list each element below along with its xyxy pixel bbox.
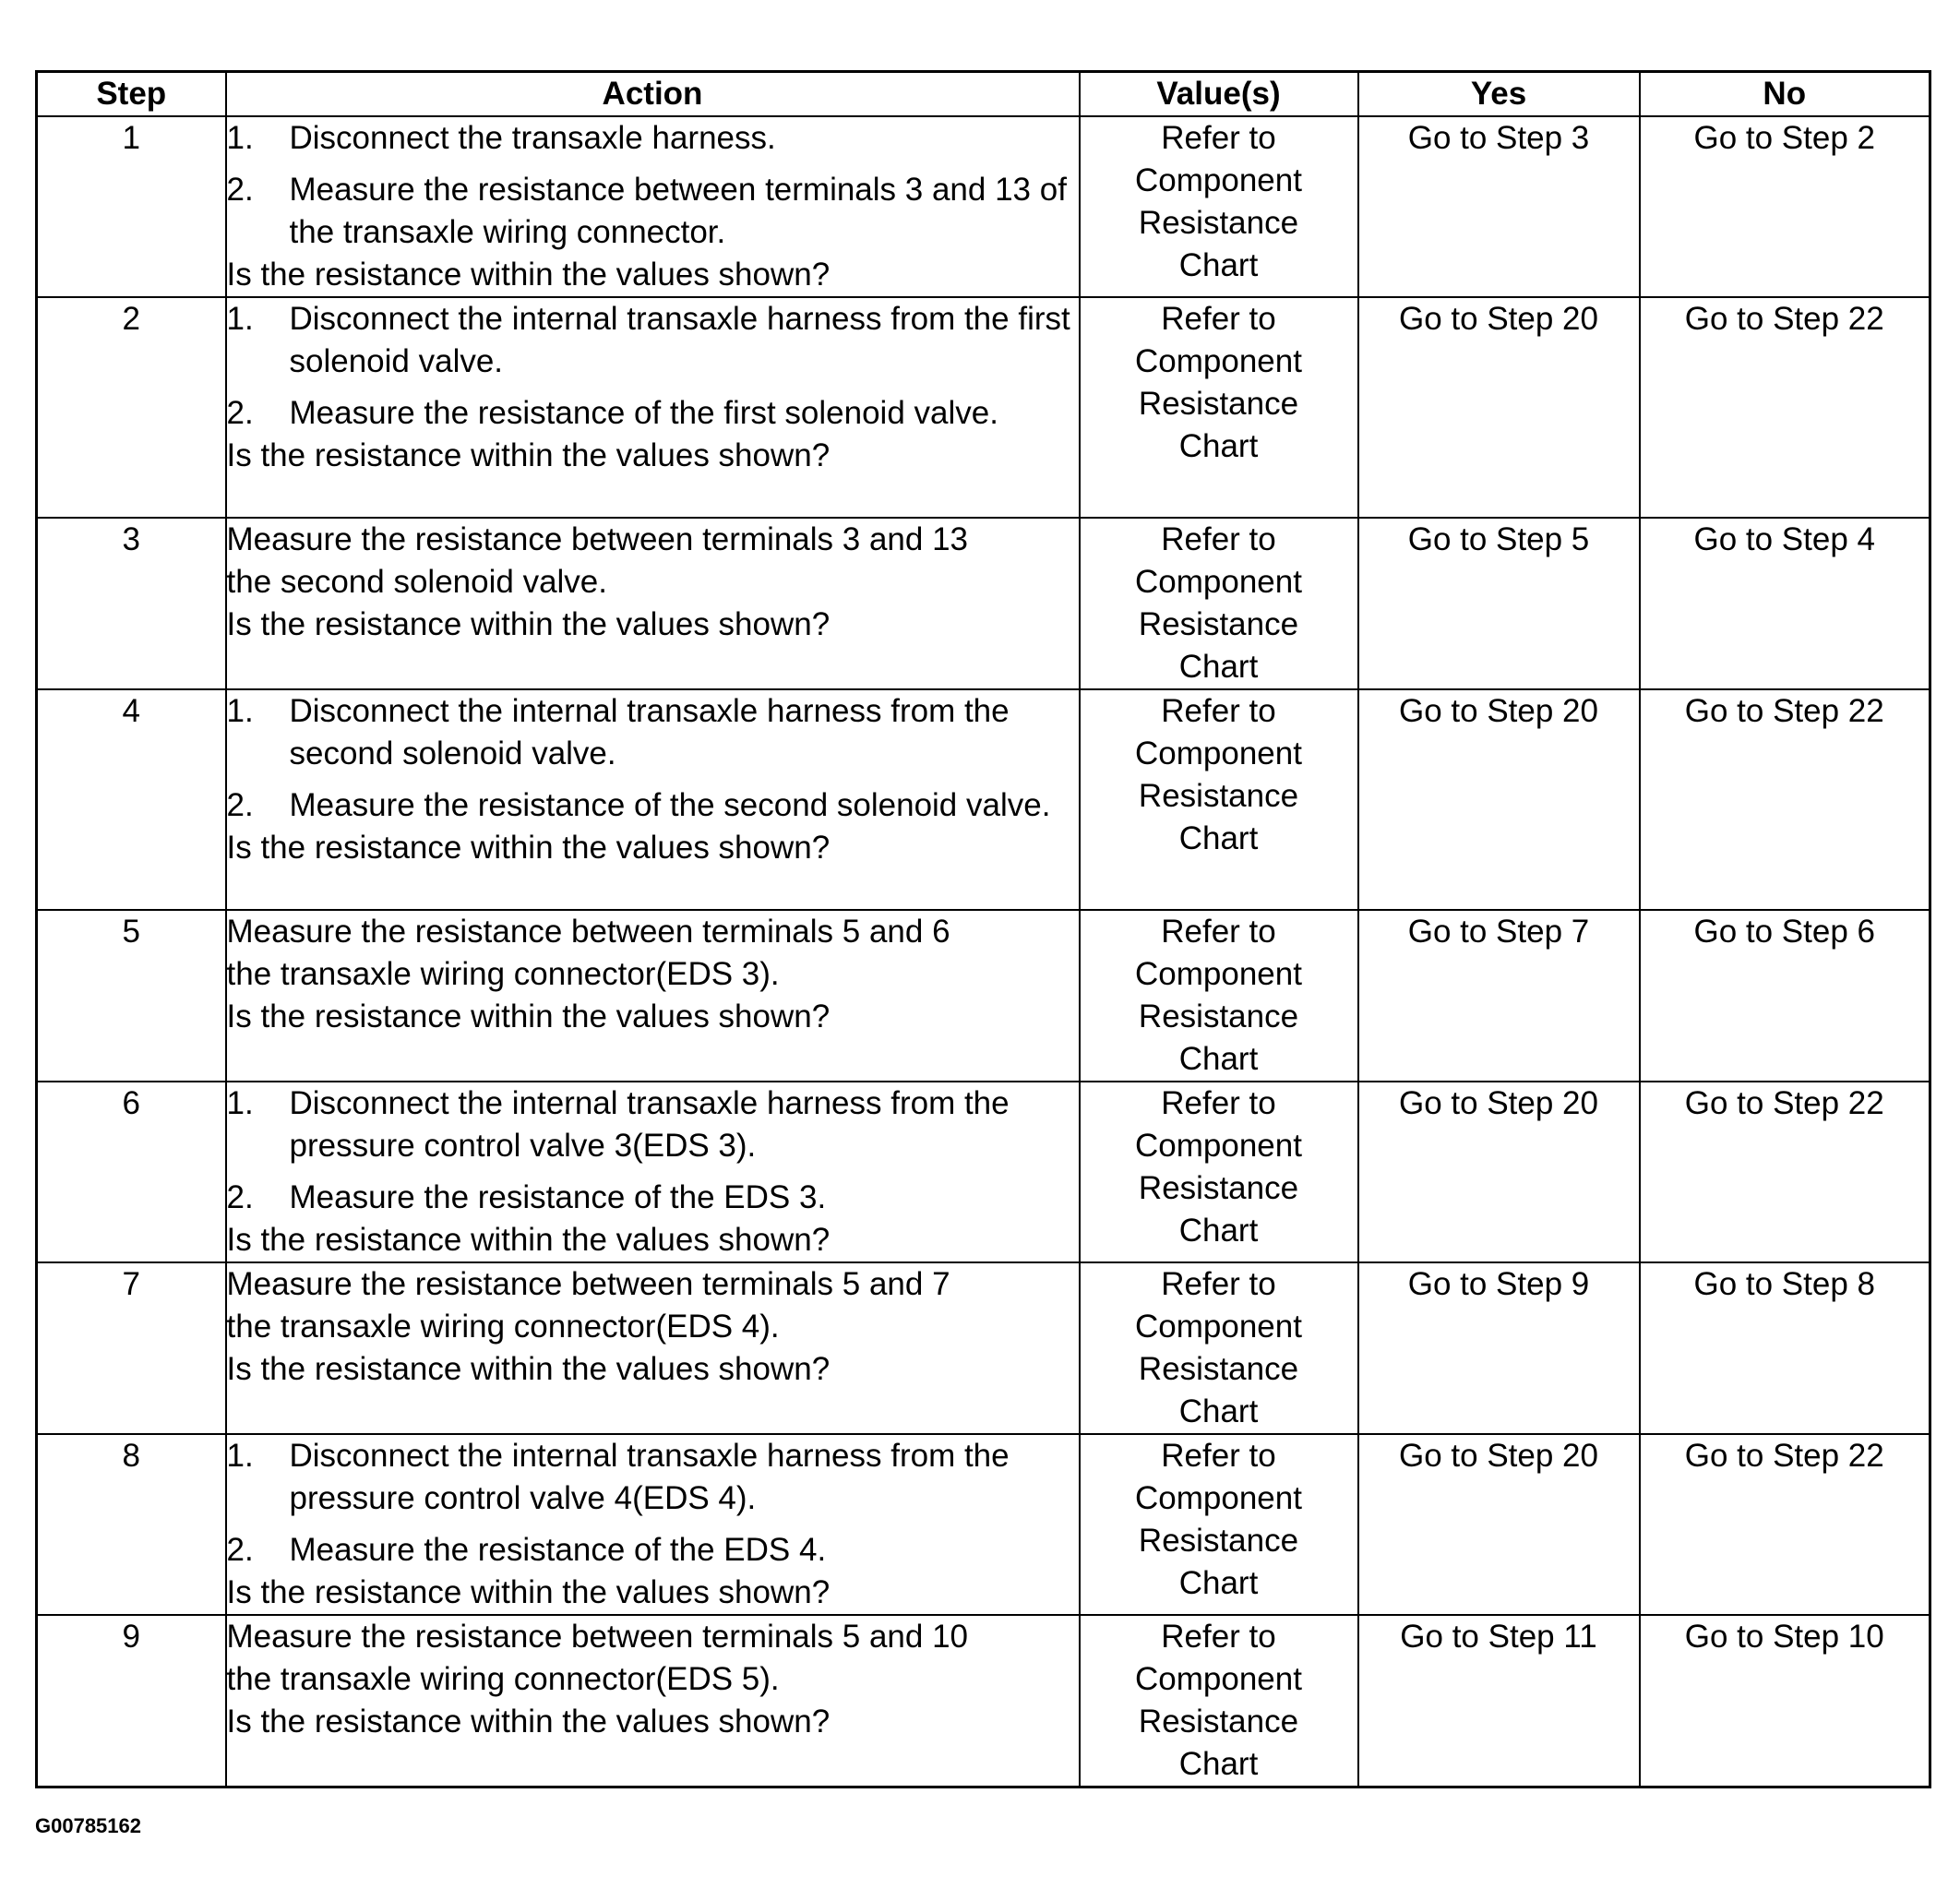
action-item-text: Measure the resistance of the EDS 3. (289, 1179, 827, 1215)
action-cell (226, 297, 1080, 518)
header-yes: Yes (1358, 72, 1640, 117)
action-item-number: 2. (226, 395, 254, 431)
action-item (227, 169, 1079, 254)
step-number: 8 (37, 1434, 226, 1615)
action-cell (226, 1082, 1080, 1262)
values-cell: Refer to Component Resistance Chart (1080, 910, 1358, 1082)
action-cell (226, 1615, 1080, 1787)
no-cell: Go to Step 8 (1640, 1262, 1930, 1434)
action-cell (226, 518, 1080, 689)
step-number: 2 (37, 297, 226, 518)
action-line: the transaxle wiring connector(EDS 4). (226, 1309, 780, 1345)
figure-code: G00785162 (35, 1814, 141, 1837)
action-line: the transaxle wiring connector(EDS 5). (226, 1661, 780, 1697)
table-row (37, 297, 1930, 518)
yes-cell: Go to Step 20 (1358, 297, 1640, 518)
action-line: Measure the resistance between terminals 5 and 7 (226, 1266, 950, 1302)
action-item-number: 2. (226, 172, 254, 208)
yes-cell: Go to Step 3 (1358, 116, 1640, 297)
action-item-text: Disconnect the internal transaxle harness from the second solenoid valve. (289, 693, 1010, 771)
action-item-number: 1. (226, 693, 254, 729)
action-item-number: 2. (226, 787, 254, 823)
yes-cell: Go to Step 20 (1358, 1082, 1640, 1262)
action-item-number: 1. (226, 120, 254, 156)
action-question: Is the resistance within the values shown? (226, 1574, 831, 1610)
action-item (227, 1082, 1079, 1167)
action-item (227, 1435, 1079, 1520)
no-cell: Go to Step 4 (1640, 518, 1930, 689)
no-cell: Go to Step 22 (1640, 1434, 1930, 1615)
table-row (37, 116, 1930, 297)
action-line: the transaxle wiring connector(EDS 3). (226, 956, 780, 992)
table-row (37, 1262, 1930, 1434)
step-number: 7 (37, 1262, 226, 1434)
action-item-text: Disconnect the internal transaxle harness from the pressure control valve 3(EDS 3). (289, 1085, 1010, 1164)
header-values: Value(s) (1080, 72, 1358, 117)
no-cell: Go to Step 6 (1640, 910, 1930, 1082)
yes-cell: Go to Step 9 (1358, 1262, 1640, 1434)
values-cell: Refer to Component Resistance Chart (1080, 116, 1358, 297)
action-line: the second solenoid valve. (226, 564, 607, 600)
table-row (37, 1082, 1930, 1262)
action-item-number: 1. (226, 1085, 254, 1121)
step-number: 3 (37, 518, 226, 689)
values-cell: Refer to Component Resistance Chart (1080, 518, 1358, 689)
table-row (37, 1615, 1930, 1787)
no-cell: Go to Step 10 (1640, 1615, 1930, 1787)
action-item (227, 1529, 1079, 1572)
action-item-text: Measure the resistance of the first solenoid valve. (289, 395, 998, 431)
header-action: Action (226, 72, 1080, 117)
action-item-number: 2. (226, 1179, 254, 1215)
header-row (37, 72, 1930, 117)
step-number: 1 (37, 116, 226, 297)
action-item-number: 1. (226, 301, 254, 337)
step-number: 9 (37, 1615, 226, 1787)
table-body (37, 116, 1930, 1787)
values-cell: Refer to Component Resistance Chart (1080, 1262, 1358, 1434)
action-item-text: Measure the resistance between terminals 3 and 13 of the transaxle wiring connector. (289, 172, 1067, 250)
yes-cell: Go to Step 7 (1358, 910, 1640, 1082)
action-item (227, 784, 1079, 827)
step-number: 4 (37, 689, 226, 910)
action-question: Is the resistance within the values shown? (226, 830, 831, 866)
no-cell: Go to Step 22 (1640, 1082, 1930, 1262)
values-cell: Refer to Component Resistance Chart (1080, 1082, 1358, 1262)
step-number: 5 (37, 910, 226, 1082)
action-cell (226, 910, 1080, 1082)
action-line: Measure the resistance between terminals 5 and 10 (226, 1619, 969, 1655)
action-item-text: Disconnect the transaxle harness. (289, 120, 776, 156)
action-item (227, 298, 1079, 383)
action-cell (226, 1434, 1080, 1615)
action-item (227, 117, 1079, 160)
table-row (37, 689, 1930, 910)
action-question: Is the resistance within the values shown? (226, 998, 831, 1034)
action-item-text: Measure the resistance of the EDS 4. (289, 1532, 827, 1568)
step-number: 6 (37, 1082, 226, 1262)
action-item-text: Measure the resistance of the second solenoid valve. (289, 787, 1051, 823)
action-item (227, 1177, 1079, 1219)
header-step: Step (37, 72, 226, 117)
action-cell (226, 689, 1080, 910)
action-question: Is the resistance within the values shown? (226, 437, 831, 473)
values-cell: Refer to Component Resistance Chart (1080, 1434, 1358, 1615)
action-item-number: 2. (226, 1532, 254, 1568)
table-row (37, 910, 1930, 1082)
troubleshooting-table (35, 70, 1931, 1788)
yes-cell: Go to Step 20 (1358, 689, 1640, 910)
yes-cell: Go to Step 5 (1358, 518, 1640, 689)
action-item (227, 392, 1079, 435)
action-question: Is the resistance within the values shown? (226, 257, 831, 293)
action-item-number: 1. (226, 1438, 254, 1474)
action-cell (226, 1262, 1080, 1434)
no-cell: Go to Step 22 (1640, 297, 1930, 518)
values-cell: Refer to Component Resistance Chart (1080, 297, 1358, 518)
action-question: Is the resistance within the values shown? (226, 1222, 831, 1258)
action-item-text: Disconnect the internal transaxle harness from the pressure control valve 4(EDS 4). (289, 1438, 1010, 1516)
action-line: Measure the resistance between terminals 5 and 6 (226, 914, 950, 950)
table-row (37, 518, 1930, 689)
no-cell: Go to Step 2 (1640, 116, 1930, 297)
action-line: Measure the resistance between terminals 3 and 13 (226, 521, 969, 557)
action-item-text: Disconnect the internal transaxle harness from the first solenoid valve. (289, 301, 1070, 379)
header-no: No (1640, 72, 1930, 117)
values-cell: Refer to Component Resistance Chart (1080, 689, 1358, 910)
action-cell (226, 116, 1080, 297)
action-question: Is the resistance within the values shown? (226, 1704, 831, 1740)
action-question: Is the resistance within the values shown? (226, 606, 831, 642)
table-row (37, 1434, 1930, 1615)
action-question: Is the resistance within the values shown? (226, 1351, 831, 1387)
action-item (227, 690, 1079, 775)
yes-cell: Go to Step 20 (1358, 1434, 1640, 1615)
no-cell: Go to Step 22 (1640, 689, 1930, 910)
yes-cell: Go to Step 11 (1358, 1615, 1640, 1787)
values-cell: Refer to Component Resistance Chart (1080, 1615, 1358, 1787)
